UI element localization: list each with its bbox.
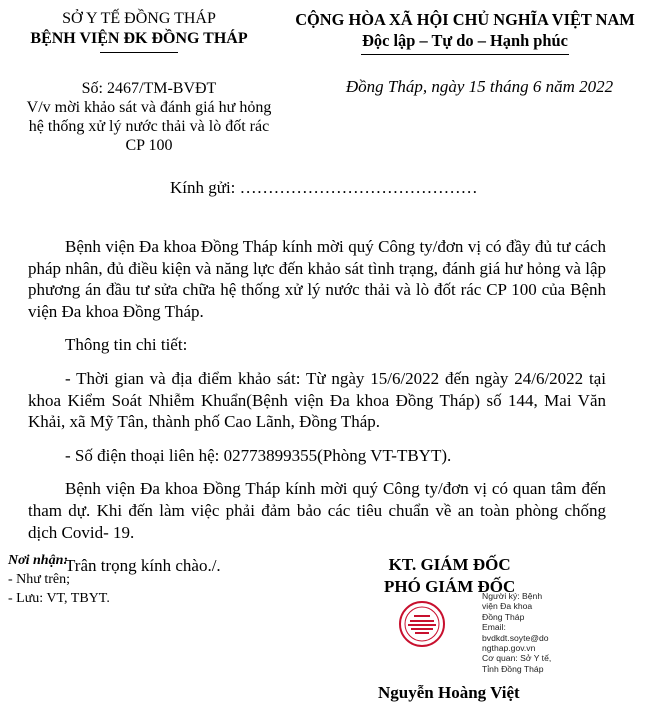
- recipients-title: Nơi nhận:: [8, 553, 69, 568]
- signature-info-line: Email:: [482, 622, 506, 633]
- signature-info-line: ngthap.gov.vn: [482, 643, 536, 654]
- signature-info-line: Cơ quan: Sở Y tế,: [482, 653, 552, 664]
- subject-line: CP 100: [125, 137, 173, 154]
- recipients-block: [8, 551, 110, 608]
- digital-signature-info: [482, 591, 572, 674]
- body-paragraph: Thông tin chi tiết:: [65, 335, 188, 355]
- country-name: CỘNG HÒA XÃ HỘI CHỦ NGHĨA VIỆT NAM: [295, 10, 635, 29]
- national-header: [285, 9, 645, 55]
- subject-line: hệ thống xử lý nước thải và lò đốt rác: [28, 118, 270, 135]
- national-motto: Độc lập – Tự do – Hạnh phúc: [362, 31, 568, 50]
- letter-body: [28, 236, 606, 577]
- document-date: Đồng Tháp, ngày 15 tháng 6 năm 2022: [345, 77, 614, 96]
- issuer-header: [0, 9, 278, 53]
- document-reference: [0, 79, 298, 155]
- document-number: Số: 2467/TM-BVĐT: [81, 80, 217, 97]
- red-seal-stamp-icon: [398, 600, 446, 648]
- signature-info-line: Tỉnh Đồng Tháp: [482, 663, 544, 674]
- signer-name: Nguyễn Hoàng Việt: [378, 683, 520, 702]
- recipient-item: - Như trên;: [8, 572, 71, 587]
- hospital-name: BỆNH VIỆN ĐK ĐỒNG THÁP: [30, 30, 248, 47]
- header-underline-left: [100, 52, 178, 53]
- closing-line: Trân trọng kính chào./.: [65, 556, 221, 576]
- header-underline-right: [361, 54, 569, 55]
- body-paragraph: - Thời gian và địa điểm khảo sát: Từ ngày 15/6/2022 đến ngày 24/6/2022 tại khoa Kiểm Soát Nhiễm Khuẩn(Bệnh viện Đa khoa Đồng Tháp) số 144, Mai Văn Khải, xã Mỹ Tân, thành phố Cao Lãnh, Đồng Tháp.: [28, 368, 606, 432]
- signature-info-line: Người ký: Bệnh: [482, 591, 543, 601]
- ministry-name: SỞ Y TẾ ĐỒNG THÁP: [62, 10, 216, 27]
- greeting-line: Kính gửi: ……………………………………: [170, 178, 478, 197]
- body-paragraph: Bệnh viện Đa khoa Đồng Tháp kính mời quý Công ty/đơn vị có đầy đủ tư cách pháp nhân, đủ điều kiện và năng lực đến khảo sát tình trạng, đánh giá hư hỏng và lập phương án đầu tư sửa chữa hệ thống xử lý nước thải và lò đốt rác CP 100 của Bệnh viện Đa khoa Đồng Tháp.: [28, 237, 606, 321]
- subject-line: V/v mời khảo sát và đánh giá hư hỏng: [26, 99, 272, 116]
- signature-info-line: bvdkdt.soyte@do: [482, 632, 549, 643]
- signer-title-primary: KT. GIÁM ĐỐC: [388, 555, 511, 574]
- body-paragraph: - Số điện thoại liên hệ: 02773899355(Phòng VT-TBYT).: [65, 445, 452, 465]
- signature-info-line: Đồng Tháp: [482, 611, 525, 622]
- signature-info-line: viện Đa khoa: [482, 601, 533, 612]
- recipient-item: - Lưu: VT, TBYT.: [8, 591, 110, 606]
- body-paragraph: Bệnh viện Đa khoa Đồng Tháp kính mời quý Công ty/đơn vị có quan tâm đến tham dự. Khi đến làm việc phải đảm bảo các tiêu chuẩn về an toàn phòng chống dịch Covid- 19.: [28, 479, 606, 542]
- signer-title-secondary: PHÓ GIÁM ĐỐC: [384, 577, 516, 596]
